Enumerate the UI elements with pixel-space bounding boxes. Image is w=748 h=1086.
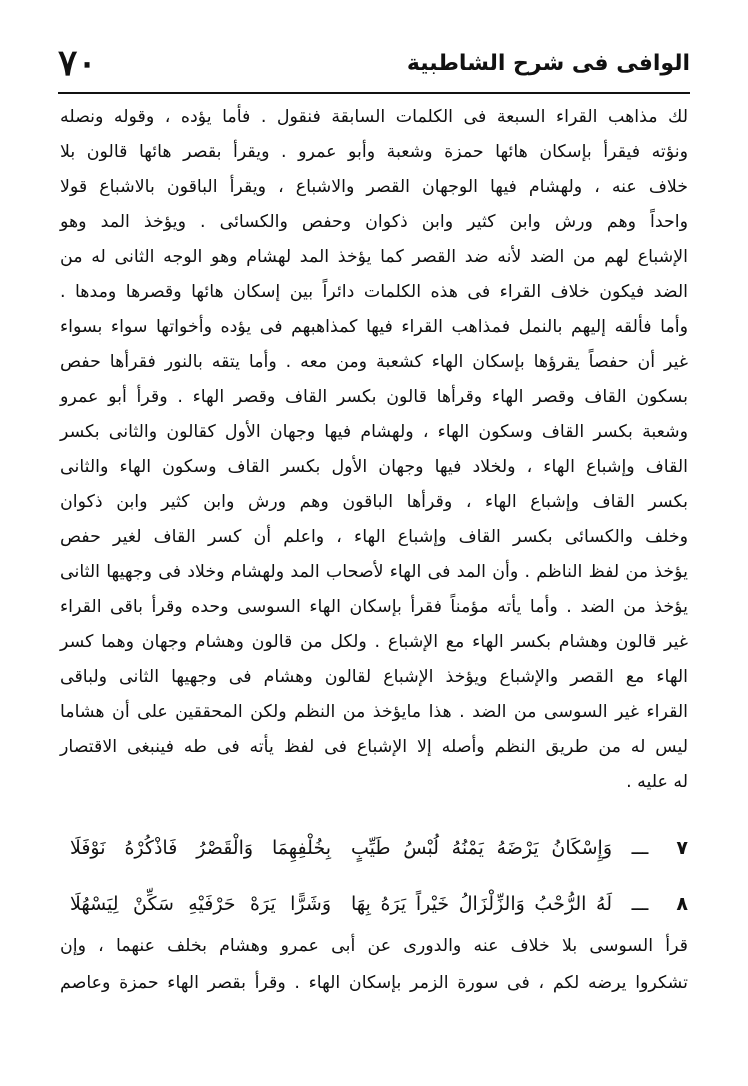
body-line: بسكون القاف وقصر الهاء وقرأها قالون بكسر القاف وقصر الهاء . وقرأ أبو عمرو xyxy=(60,387,688,407)
body-line: الضد فيكون خلاف القراء فى هذه الكلمات دائراً بين إسكان هائها وقصرها ومدها . xyxy=(60,282,688,302)
page-number: ٧٠ xyxy=(58,42,97,84)
verse-dash: ـــ xyxy=(631,837,649,859)
commentary-continuation xyxy=(60,928,688,1002)
body-line: غير أن حفصاً يقرؤها بإسكان الهاء كشعبة ومن معه . وأما يتقه بالنور فقرأها حفص xyxy=(60,352,688,372)
body-line: وخلف والكسائى بكسر القاف وإشباع الهاء ، واعلم أن كسر القاف لغير حفص xyxy=(60,527,688,547)
verse-first-hemistich: لَهُ الرُّحْبُ وَالزِّلْزَالُ خَيْراً يَرَهُ بِهَا xyxy=(351,893,612,915)
body-line: غير قالون وهشام بكسر الهاء مع الإشباع . ولكل من قالون وهشام وجهان وهما كسر xyxy=(60,632,688,652)
body-line: وأما فألقه إليهم بالنمل فمذاهب القراء فيها كمذاهبهم فى يؤده وأخواتها سواء بسواء xyxy=(60,317,688,337)
body-line: يؤخذ من لفظ الناظم . وأن المد فى الهاء لأصحاب المد ولهشام وخلاد فى وجهيها الثانى xyxy=(60,562,688,582)
header-rule xyxy=(58,92,690,94)
commentary-body xyxy=(60,100,688,800)
verse-8 xyxy=(60,876,688,932)
verse-number: ٨ xyxy=(676,893,688,915)
body-line: له عليه . xyxy=(626,772,688,792)
body-line: ليس له من طريق النظم وأصله إلا الإشباع فى لفظ يأته فى طه فينبغى الاقتصار xyxy=(60,737,688,757)
body-line: لك مذاهب القراء السبعة فى الكلمات السابقة فنقول . فأما يؤده ، وقوله ونصله xyxy=(60,107,688,127)
page-header xyxy=(58,38,690,88)
verse-number: ٧ xyxy=(676,837,688,859)
body-line: يؤخذ من الضد . وأما يأته مؤمناً فقرأ بإسكان الهاء السوسى وحده وقرأ باقى القراء xyxy=(60,597,688,617)
body-line: واحداً وهم ورش وابن كثير وابن ذكوان وحفص والكسائى . ويؤخذ المد وهو xyxy=(60,212,688,232)
body-line: بكسر القاف وإشباع الهاء ، وقرأها الباقون وهم ورش وابن كثير وابن ذكوان xyxy=(60,492,688,512)
body-line: قرأ السوسى بلا خلاف عنه والدورى عن أبى عمرو وهشام بخلف عنهما ، وإن xyxy=(60,936,688,956)
body-line: تشكروا يرضه لكم ، فى سورة الزمر بإسكان الهاء . وقرأ بقصر الهاء حمزة وعاصم xyxy=(60,973,688,993)
verse-7 xyxy=(60,820,688,876)
verse-dash: ـــ xyxy=(631,893,649,915)
verse-second-hemistich: وَشَرًّا يَرَهْ حَرْفَيْهِ سَكِّنْ لِيَسْهُلَا xyxy=(70,893,331,915)
body-line: خلاف عنه ، ولهشام فيها الوجهان القصر والاشباع ، ويقرأ الباقون بالاشباع قولا xyxy=(60,177,688,197)
verse-first-hemistich: وَإِسْكَانُ يَرْضَهُ يَمْنُهُ لُبْسُ طَيِّبٍ xyxy=(351,837,612,859)
body-line: الإشباع لهم من الضد لأنه ضد القصر كما يؤخذ المد لهشام وهو الوجه الثانى له من xyxy=(60,247,688,267)
verse-second-hemistich: بِخُلْفِهِمَا وَالْقَصْرُ فَاذْكُرْهُ نَوْفَلَا xyxy=(70,837,331,859)
body-line: الهاء مع القصر والإشباع ويؤخذ الإشباع لقالون وهشام فى وجهيها الثانى ولباقى xyxy=(60,667,688,687)
body-line: وشعبة بكسر القاف وسكون الهاء ، ولهشام فيها وجهان الأول كقالون والثانى بكسر xyxy=(60,422,688,442)
body-line: القراء غير السوسى من الضد . هذا مايؤخذ من النظم ولكن المحققين على أن هشاما xyxy=(60,702,688,722)
running-title: الوافى فى شرح الشاطبية xyxy=(406,50,690,76)
body-line: ونؤته فيقرأ بإسكان هائها حمزة وشعبة وأبو عمرو . ويقرأ بقصر هائها قالون بلا xyxy=(60,142,688,162)
poem-verses xyxy=(60,820,688,932)
body-line: القاف وإشباع الهاء ، ولخلاد فيها وجهان الأول بكسر القاف وسكون الهاء والثانى xyxy=(60,457,688,477)
